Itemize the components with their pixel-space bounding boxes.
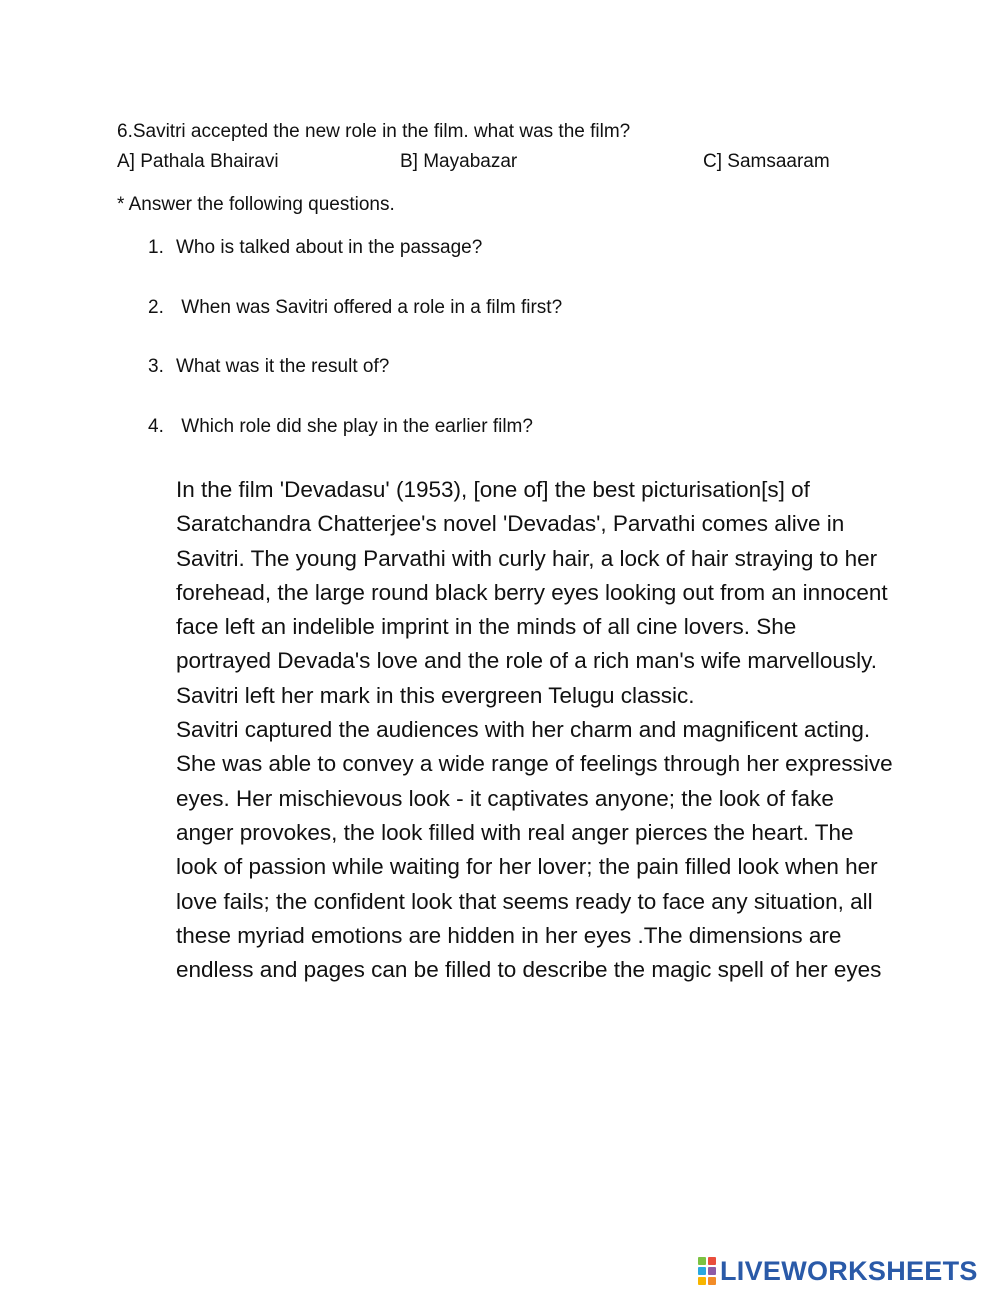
liveworksheets-logo-text: LIVEWORKSHEETS [720, 1255, 978, 1286]
liveworksheets-logo-icon [698, 1257, 716, 1285]
question-number: 3. [148, 356, 164, 377]
option-b: B] Mayabazar [400, 151, 518, 172]
question-text: When was Savitri offered a role in a film first? [176, 297, 563, 318]
question-number: 1. [148, 237, 164, 258]
question-text: Who is talked about in the passage? [176, 237, 483, 258]
question-text: Which role did she play in the earlier film? [176, 416, 533, 437]
reading-passage [176, 473, 896, 987]
question-number: 2. [148, 297, 164, 318]
passage-paragraph-2: Savitri captured the audiences with her charm and magnificent acting. She was able to convey a wide range of feelings through her expressive eyes. Her mischievous look - it captivates anyone; the look of fake anger provokes, the look filled with real anger pierces the heart. The look of passion while waiting for her lover; the pain filled look when her love fails; the confident look that seems ready to face any situation, all these myriad emotions are hidden in her eyes .The dimensions are endless and pages can be filled to describe the magic spell of her eyes [176, 717, 893, 983]
question-item [148, 296, 562, 320]
question-number: 4. [148, 416, 164, 437]
liveworksheets-logo [698, 1255, 978, 1287]
question-6: 6.Savitri accepted the new role in the film. what was the film? [117, 121, 631, 142]
question-text: What was it the result of? [176, 356, 390, 377]
option-a: A] Pathala Bhairavi [117, 151, 279, 172]
question-item [148, 236, 482, 260]
passage-paragraph-1: In the film 'Devadasu' (1953), [one of] the best picturisation[s] of Saratchandra Chatterjee's novel 'Devadas', Parvathi comes alive in Savitri. The young Parvathi with curly hair, a lock of hair straying to her forehead, the large round black berry eyes looking out from an innocent face left an indelible imprint in the minds of all cine lovers. She portrayed Devada's love and the role of a rich man's wife marvellously. Savitri left her mark in this evergreen Telugu classic. [176, 477, 888, 708]
question-item [148, 355, 389, 379]
option-c: C] Samsaaram [703, 151, 830, 172]
instruction-heading: * Answer the following questions. [117, 194, 395, 215]
question-item [148, 415, 533, 439]
